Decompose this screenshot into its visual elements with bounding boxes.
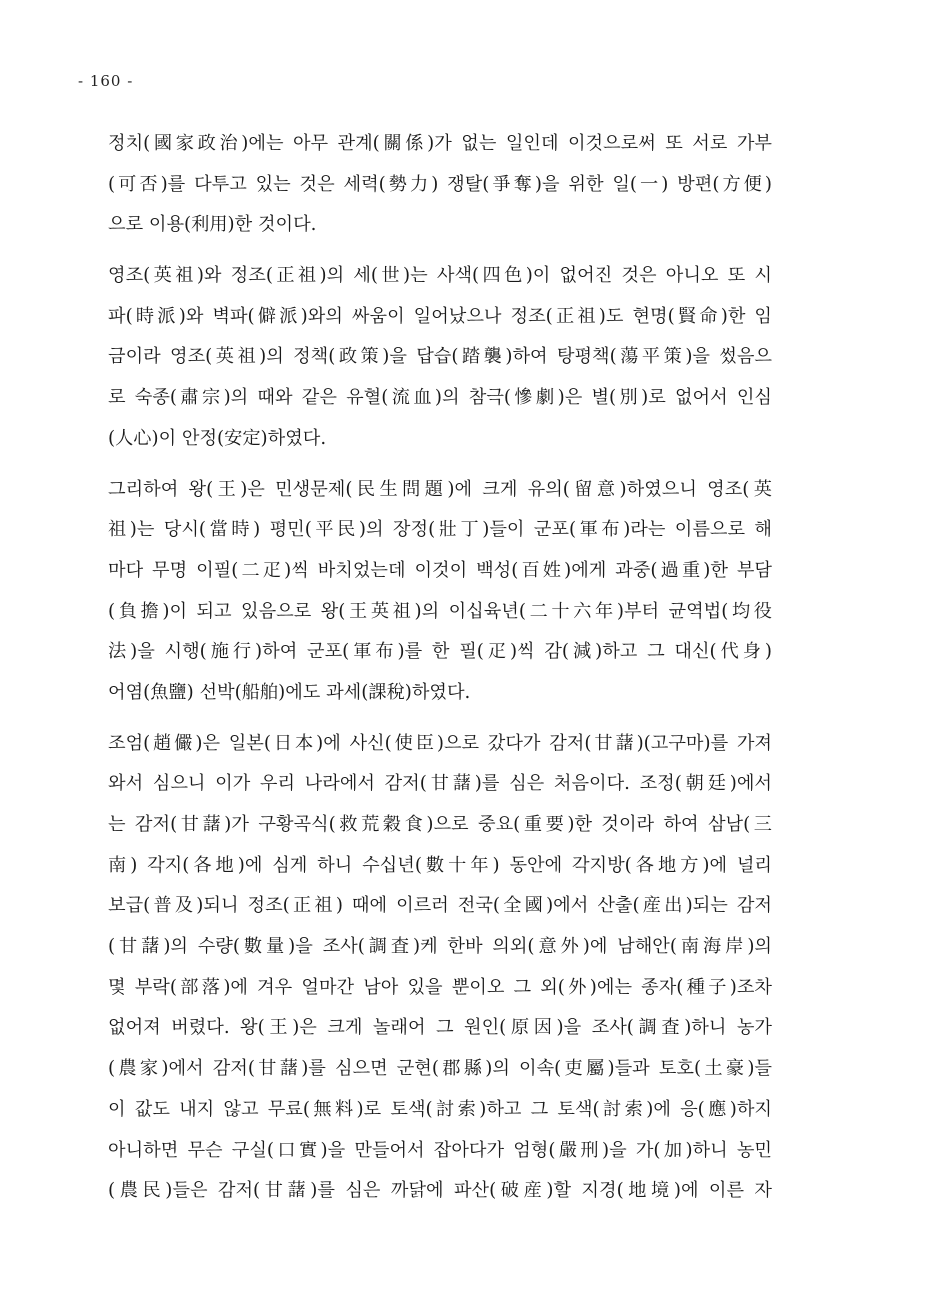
text-line: 몇 부락(部落)에 겨우 얼마간 남아 있을 뿐이오 그 외(外)에는 종자(種子)조차 [108, 976, 772, 998]
body-text [108, 124, 772, 1222]
paragraph [108, 724, 772, 1212]
text-line: 어염(魚鹽) 선박(船舶)에도 과세(課稅)하였다. [108, 681, 471, 703]
text-line: (可否)를 다투고 있는 것은 세력(勢力) 쟁탈(爭奪)을 위한 일(一) 방편(方便) [108, 173, 772, 195]
text-line: (人心)이 안정(安定)하였다. [108, 427, 327, 449]
text-line: 정치(國家政治)에는 아무 관계(關係)가 없는 일인데 이것으로써 또 서로 가부 [108, 133, 772, 154]
paragraph [108, 256, 772, 459]
text-line: 는 감저(甘藷)가 구황곡식(救荒穀食)으로 중요(重要)한 것이라 하여 삼남(三 [108, 814, 772, 835]
paragraph [108, 124, 772, 246]
text-line: 금이라 영조(英祖)의 정책(政策)을 답습(踏襲)하여 탕평책(蕩平策)을 썼음으 [108, 346, 772, 368]
text-line: (負擔)이 되고 있음으로 왕(王英祖)의 이십육년(二十六年)부터 균역법(均役 [108, 600, 772, 622]
text-line: 그리하여 왕(王)은 민생문제(民生問題)에 크게 유의(留意)하였으니 영조(英 [108, 478, 772, 500]
paragraph [108, 470, 772, 714]
text-line: 와서 심으니 이가 우리 나라에서 감저(甘藷)를 심은 처음이다. 조정(朝廷)에서 [108, 773, 772, 795]
text-line: 없어져 버렸다. 왕(王)은 크게 놀래어 그 원인(原因)을 조사(調査)하니 농가 [108, 1017, 772, 1039]
text-line: (甘藷)의 수량(數量)을 조사(調査)케 한바 의외(意外)에 남해안(南海岸)의 [108, 936, 772, 958]
text-line: (農家)에서 감저(甘藷)를 심으면 군현(郡縣)의 이속(吏屬)들과 토호(土豪)들 [108, 1058, 772, 1080]
text-line: 조엄(趙儼)은 일본(日本)에 사신(使臣)으로 갔다가 감저(甘藷)(고구마)를 가져 [108, 732, 772, 754]
text-line: 아니하면 무슨 구실(口實)을 만들어서 잡아다가 엄형(嚴刑)을 가(加)하니 농민 [108, 1139, 772, 1161]
text-line: (農民)들은 감저(甘藷)를 심은 까닭에 파산(破産)할 지경(地境)에 이른 자 [108, 1180, 772, 1202]
text-line: 法)을 시행(施行)하여 군포(軍布)를 한 필(疋)씩 감(減)하고 그 대신(代身) [108, 641, 772, 663]
text-line: 파(時派)와 벽파(僻派)와의 싸움이 일어났으나 정조(正祖)도 현명(賢命)한 임 [108, 305, 772, 327]
text-line: 로 숙종(肅宗)의 때와 같은 유혈(流血)의 참극(慘劇)은 별(別)로 없어서 인심 [108, 387, 772, 409]
text-line: 祖)는 당시(當時) 평민(平民)의 장정(壯丁)들이 군포(軍布)라는 이름으로 해 [108, 519, 772, 541]
text-line: 보급(普及)되니 정조(正祖) 때에 이르러 전국(全國)에서 산출(産出)되는 감저 [108, 895, 772, 917]
text-line: 이 값도 내지 않고 무료(無料)로 토색(討索)하고 그 토색(討索)에 응(應)하지 [108, 1098, 772, 1120]
page-number: - 160 - [78, 72, 134, 90]
text-line: 마다 무명 이필(二疋)씩 바치었는데 이것이 백성(百姓)에게 과중(過重)한 부담 [108, 559, 772, 581]
text-line: 南) 각지(各地)에 심게 하니 수십년(數十年) 동안에 각지방(各地方)에 널리 [108, 854, 772, 876]
text-line: 영조(英祖)와 정조(正祖)의 세(世)는 사색(四色)이 없어진 것은 아니오 또 시 [108, 265, 772, 287]
text-line: 으로 이용(利用)한 것이다. [108, 214, 317, 236]
